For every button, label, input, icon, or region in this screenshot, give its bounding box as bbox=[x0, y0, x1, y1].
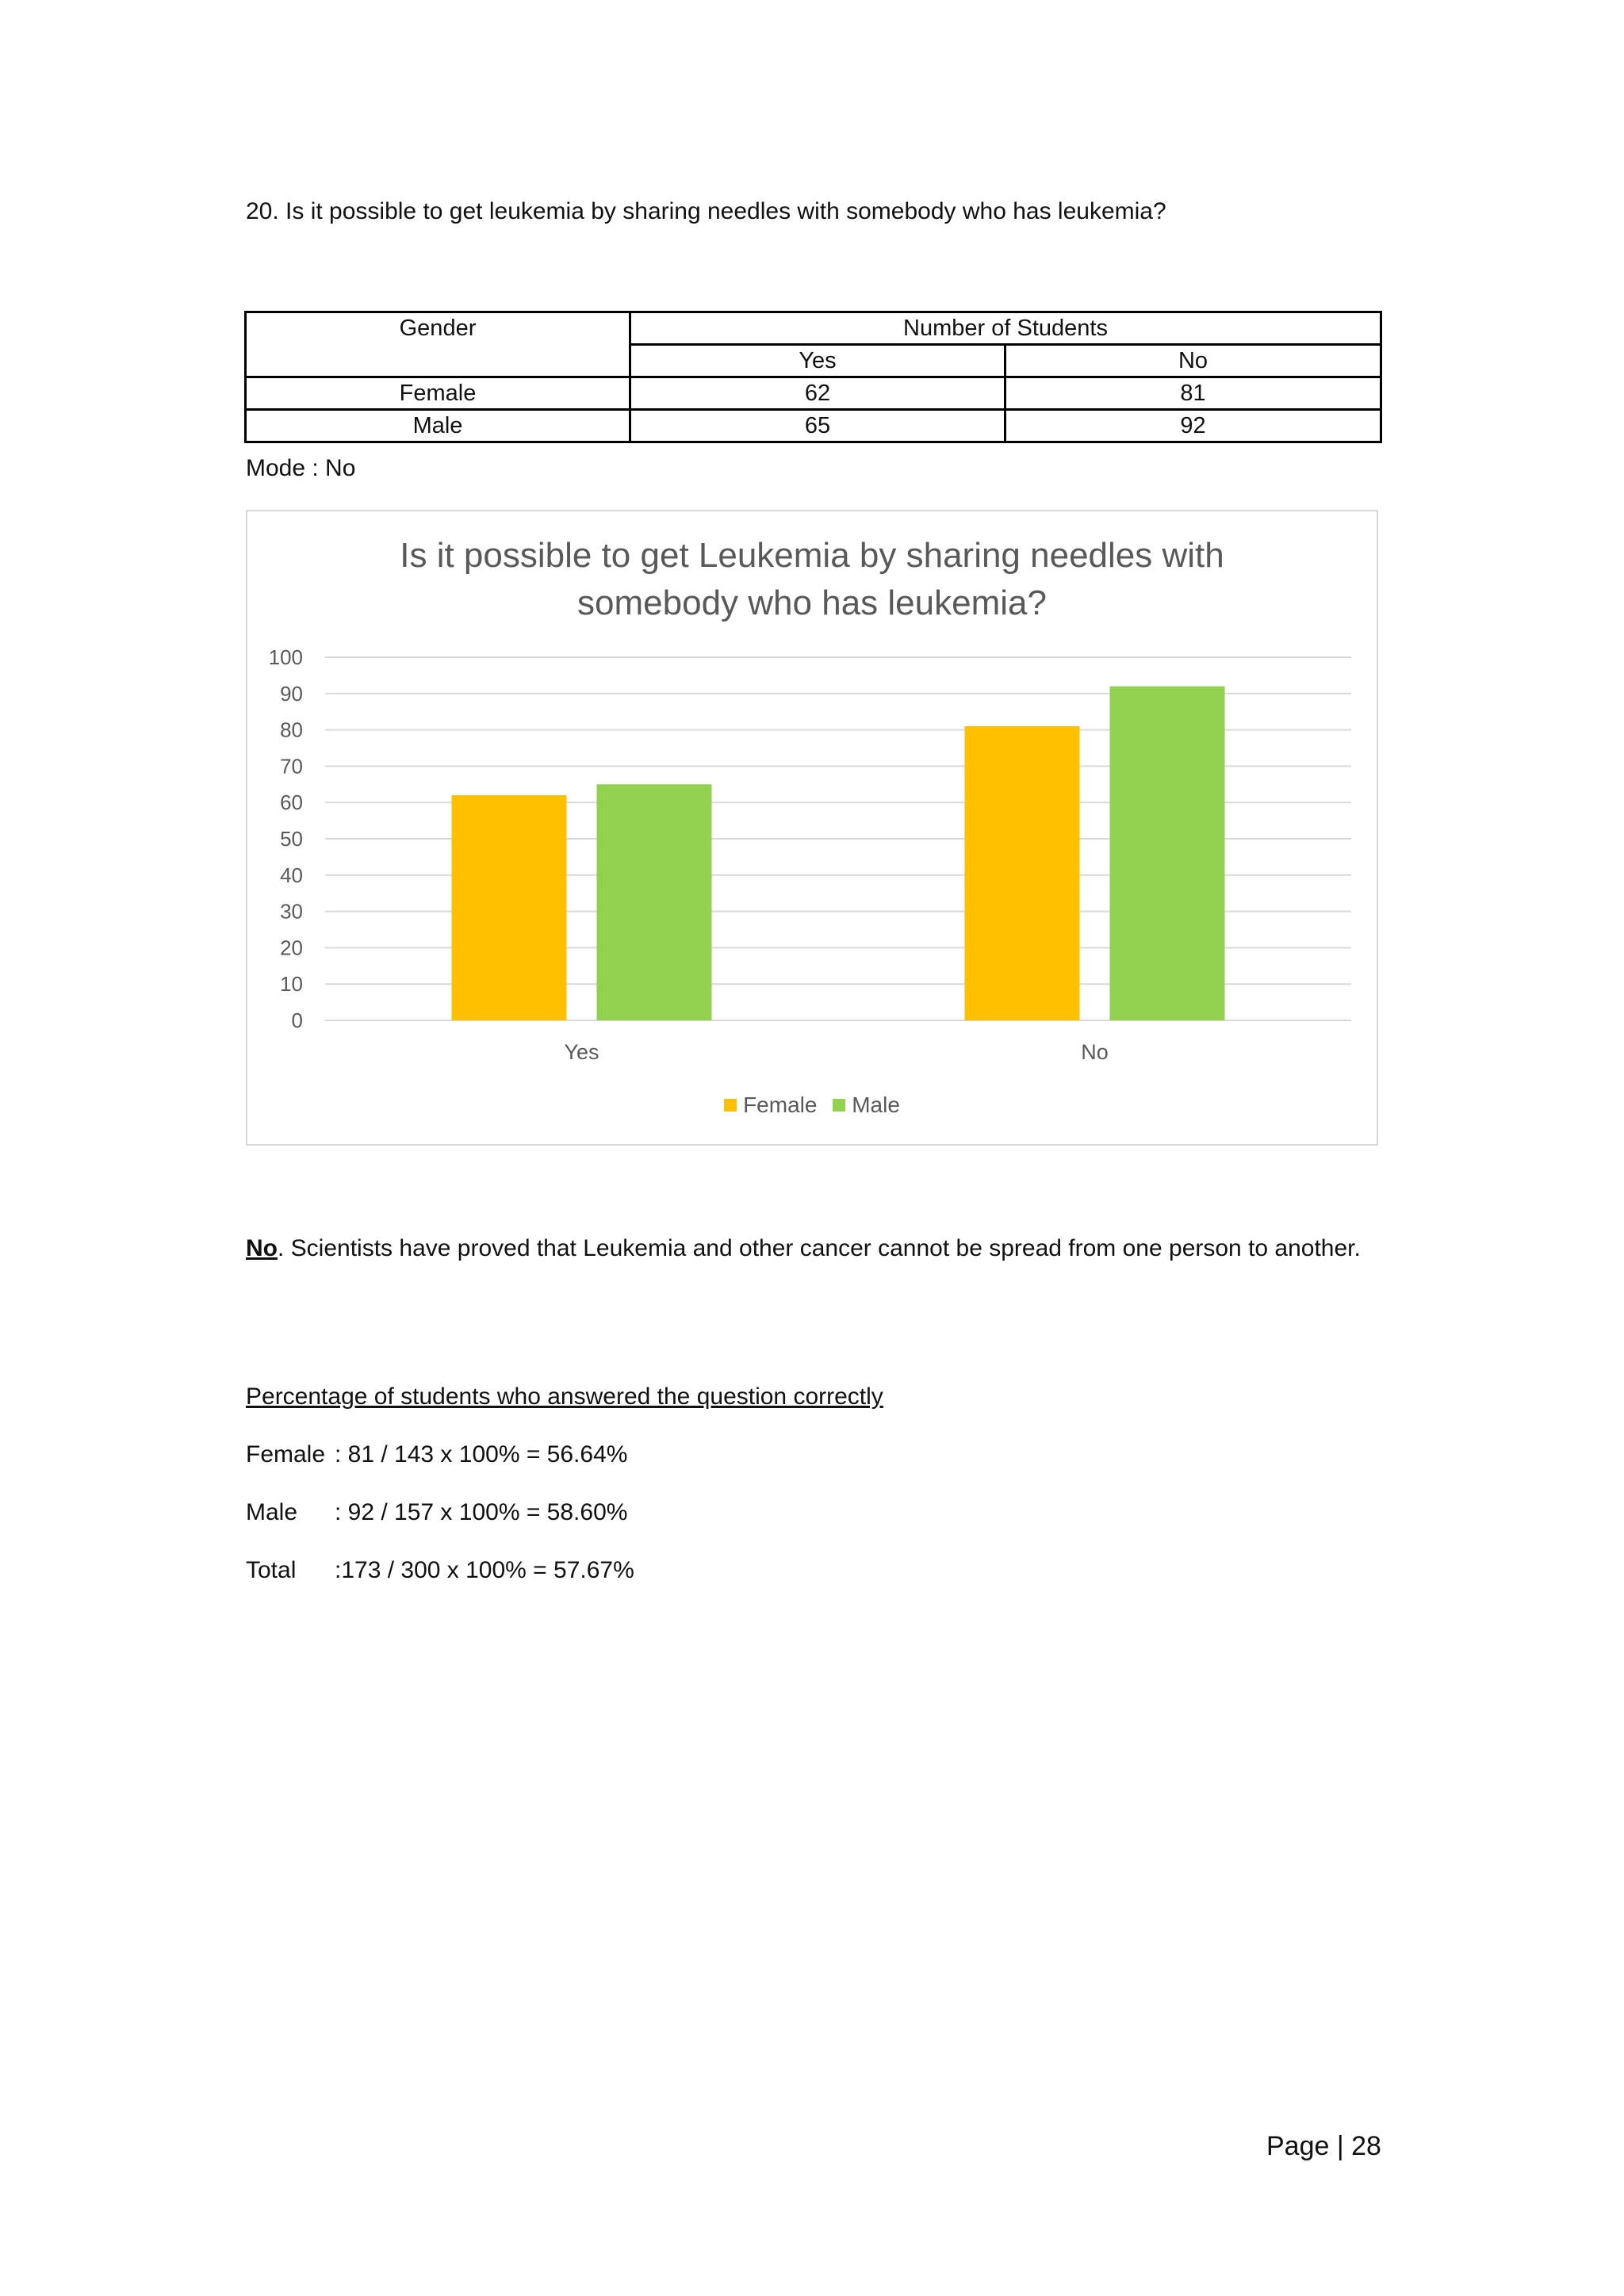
row-no-count: 81 bbox=[1005, 377, 1381, 410]
legend-label-female: Female bbox=[743, 1093, 818, 1117]
chart-title-line-1: Is it possible to get Leukemia by sharing needles with bbox=[400, 536, 1224, 575]
answer-paragraph bbox=[246, 1230, 1388, 1267]
legend-swatch-male bbox=[833, 1099, 845, 1112]
row-gender: Male bbox=[246, 410, 630, 442]
bar-female-no bbox=[965, 726, 1080, 1020]
table-row bbox=[246, 410, 1381, 442]
bar-male-yes bbox=[597, 784, 712, 1020]
percentage-heading: Percentage of students who answered the question correctly bbox=[246, 1383, 883, 1410]
legend-item-male bbox=[833, 1093, 900, 1118]
row-gender: Female bbox=[246, 377, 630, 410]
bar-male-no bbox=[1110, 687, 1225, 1020]
y-tick-label: 100 bbox=[268, 645, 303, 669]
calc-label: Male bbox=[246, 1499, 298, 1525]
legend-swatch-female bbox=[724, 1099, 737, 1112]
answer-word: No bbox=[246, 1235, 278, 1261]
y-tick-label: 40 bbox=[280, 863, 303, 887]
gender-header: Gender bbox=[246, 312, 630, 377]
row-yes-count: 62 bbox=[630, 377, 1005, 410]
bar-female-yes bbox=[452, 795, 567, 1020]
y-tick-label: 20 bbox=[280, 936, 303, 960]
y-tick-label: 10 bbox=[280, 972, 303, 997]
y-tick-label: 30 bbox=[280, 899, 303, 924]
calc-row-total bbox=[246, 1557, 634, 1584]
table-row bbox=[246, 377, 1381, 410]
y-tick-label: 60 bbox=[280, 790, 303, 815]
x-category-label: Yes bbox=[564, 1040, 599, 1064]
x-category-label: No bbox=[1081, 1040, 1109, 1064]
row-no-count: 92 bbox=[1005, 410, 1381, 442]
calc-label: Total bbox=[246, 1557, 297, 1583]
calc-value: : 92 / 157 x 100% = 58.60% bbox=[335, 1499, 628, 1525]
number-of-students-header: Number of Students bbox=[630, 312, 1381, 345]
table-header-row bbox=[246, 312, 1381, 345]
legend-label-male: Male bbox=[852, 1093, 900, 1117]
question-text: 20. Is it possible to get leukemia by sharing needles with somebody who has leukemia? bbox=[246, 198, 1166, 224]
calc-value: :173 / 300 x 100% = 57.67% bbox=[335, 1557, 634, 1583]
y-tick-label: 70 bbox=[280, 754, 303, 779]
page-number: Page | 28 bbox=[1266, 2131, 1381, 2161]
legend-item-female bbox=[724, 1093, 817, 1118]
mode-text: Mode : No bbox=[246, 455, 356, 481]
row-yes-count: 65 bbox=[630, 410, 1005, 442]
bar-chart bbox=[246, 510, 1378, 1146]
calc-row-male bbox=[246, 1499, 627, 1526]
no-header: No bbox=[1005, 345, 1381, 377]
y-tick-label: 80 bbox=[280, 718, 303, 742]
students-table bbox=[244, 311, 1382, 443]
calc-row-female bbox=[246, 1441, 627, 1468]
answer-text: . Scientists have proved that Leukemia and other cancer cannot be spread from one person to another. bbox=[278, 1235, 1361, 1261]
chart-title-line-2: somebody who has leukemia? bbox=[577, 584, 1047, 622]
chart-plot-area bbox=[247, 511, 1380, 1147]
y-tick-label: 50 bbox=[280, 827, 303, 851]
yes-header: Yes bbox=[630, 345, 1005, 377]
calc-value: : 81 / 143 x 100% = 56.64% bbox=[335, 1441, 628, 1468]
y-tick-label: 90 bbox=[280, 681, 303, 706]
y-tick-label: 0 bbox=[291, 1008, 303, 1032]
chart-legend bbox=[247, 1092, 1377, 1118]
calc-label: Female bbox=[246, 1441, 326, 1468]
